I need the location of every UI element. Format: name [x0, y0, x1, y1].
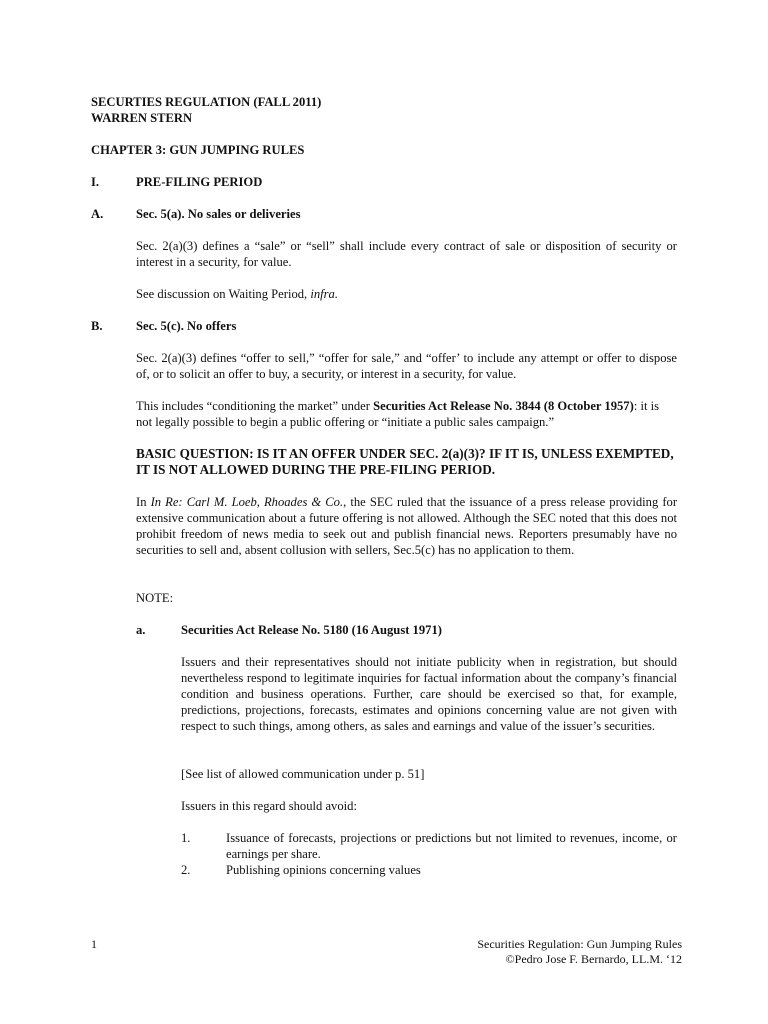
section-A-title: Sec. 5(a). No sales or deliveries [136, 207, 301, 221]
subsection-a-paragraph-1: Issuers and their representatives should not initiate publicity when in registration, but should nevertheless respond to legitimate inquiries for factual information about the company’s financial condition and business operations. Further, care should be exercised so that, for example, predictions, projections, forecasts, estimates and opinions concerning value are not given with respect to such things, among others, as sales and earnings and value of the issuer’s securities. [181, 655, 677, 733]
list-item-1-text: Issuance of forecasts, projections or predictions but not limited to revenues, income, or earnings per share. [226, 831, 677, 861]
footer-author: ©Pedro Jose F. Bernardo, LL.M. ‘12 [505, 952, 682, 966]
professor-name: WARREN STERN [91, 111, 193, 125]
basic-question: BASIC QUESTION: IS IT AN OFFER UNDER SEC. 2(a)(3)? IF IT IS, UNLESS EXEMPTED, IT IS NOT ALLOWED DURING THE PRE-FILING PERIOD. [136, 446, 674, 477]
subsection-a-number: a. [136, 623, 146, 637]
note-label: NOTE: [136, 591, 174, 605]
subsection-a-paragraph-3: Issuers in this regard should avoid: [181, 799, 357, 813]
subsection-a-title: Securities Act Release No. 5180 (16 August 1971) [181, 623, 442, 637]
list-item-1-number: 1. [181, 831, 191, 845]
subsection-a-paragraph-2: [See list of allowed communication under p. 51] [181, 767, 425, 781]
section-A-paragraph-2: See discussion on Waiting Period, infra. [136, 287, 339, 301]
footer-title: Securities Regulation: Gun Jumping Rules [477, 937, 682, 951]
loeb-paragraph: In In Re: Carl M. Loeb, Rhoades & Co., the SEC ruled that the issuance of a press release providing for extensive communication about a future offering is not allowed. Although the SEC noted that this does not prohibit freedom of news media to seek out and publish financial news. Reporters presumably have no securities to sell and, absent collusion with sellers, Sec.5(c) has no application to them. [136, 495, 678, 557]
section-I-title: PRE-FILING PERIOD [136, 175, 263, 189]
section-I-number: I. [91, 175, 100, 189]
section-B-paragraph-2: This includes “conditioning the market” under Securities Act Release No. 3844 (8 October 1957): it is not legally possible to begin a public offering or “initiate a public sales campaign.” [136, 399, 660, 429]
section-A-number: A. [91, 207, 104, 221]
section-B-paragraph-1: Sec. 2(a)(3) defines “offer to sell,” “offer for sale,” and “offer’ to include any attempt or offer to dispose of, or to solicit an offer to buy, a security, or interest in a security, for value. [136, 351, 677, 381]
section-A-paragraph-1: Sec. 2(a)(3) defines a “sale” or “sell” shall include every contract of sale or disposition of security or interest in a security, for value. [136, 239, 677, 269]
page-number: 1 [91, 937, 97, 951]
section-B-number: B. [91, 319, 103, 333]
section-B-title: Sec. 5(c). No offers [136, 319, 237, 333]
list-item-2-text: Publishing opinions concerning values [226, 863, 421, 877]
list-item-2-number: 2. [181, 863, 191, 877]
chapter-title: CHAPTER 3: GUN JUMPING RULES [91, 143, 305, 157]
course-title: SECURTIES REGULATION (FALL 2011) [91, 95, 322, 109]
